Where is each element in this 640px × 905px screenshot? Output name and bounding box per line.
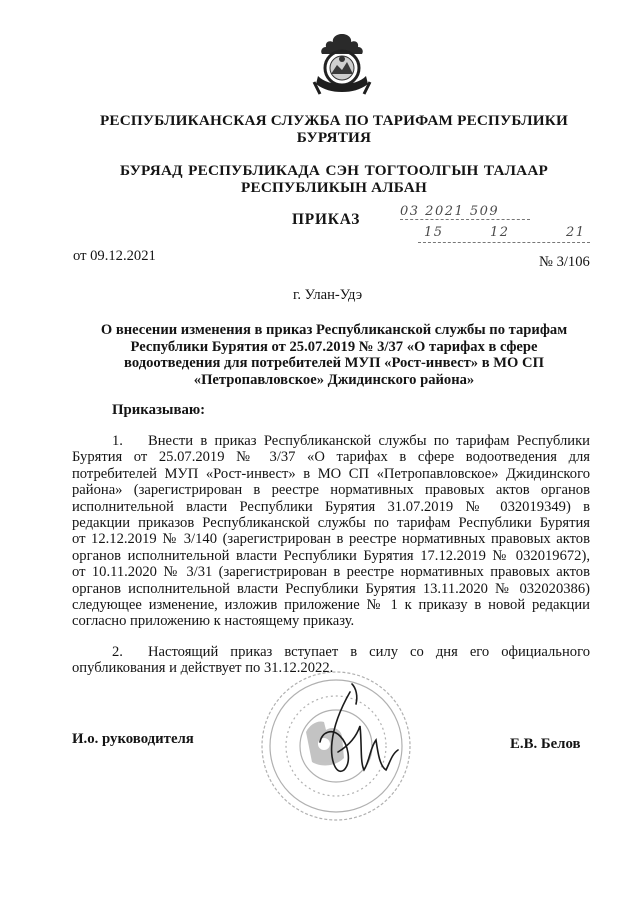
subject-line: Республики Бурятия от 25.07.2019 № 3/37 «О тарифах в сфере bbox=[130, 338, 538, 355]
document-date: от 09.12.2021 bbox=[73, 248, 156, 264]
paragraph-line: района» (зарегистрирован в реестре нормативных правовых актов органов bbox=[72, 482, 590, 499]
signatory-position: И.о. руководителя bbox=[72, 731, 194, 747]
paragraph-line bbox=[72, 644, 590, 660]
item-number: 1. bbox=[112, 433, 123, 449]
registration-code-handwritten: 03 2021 509 bbox=[400, 204, 530, 220]
registration-date-handwritten bbox=[418, 224, 590, 243]
paragraph-line: исполнительной власти Республики Бурятия 31.07.2019 № 032019349) в bbox=[72, 498, 590, 515]
paragraph-text: Внести в приказ Республиканской службы по тарифам Республики bbox=[148, 433, 590, 449]
signatory-name: Е.В. Белов bbox=[510, 736, 581, 752]
paragraph-line: потребителей МУП «Рост-инвест» в МО СП «Петропавловское» Джидинского bbox=[72, 465, 590, 482]
registration-year: 21 bbox=[566, 225, 586, 240]
org-name-ru bbox=[72, 112, 596, 146]
paragraph-line: согласно приложению к настоящему приказу. bbox=[72, 613, 355, 630]
paragraph-line: от 10.11.2020 № 3/31 (зарегистрирован в реестре нормативных правовых актов bbox=[72, 564, 590, 581]
paragraph-line: Бурятия от 25.07.2019 № 3/37 «О тарифах в сфере водоотведения для bbox=[72, 449, 590, 466]
paragraph-line: опубликования и действует по 31.12.2022. bbox=[72, 660, 334, 677]
subject-line: «Петропавловское» Джидинского района» bbox=[193, 371, 475, 388]
org-name-ru-line-1: РЕСПУБЛИКАНСКАЯ СЛУЖБА ПО ТАРИФАМ РЕСПУБЛИКИ bbox=[99, 112, 569, 129]
paragraph-line: следующее изменение, изложив приложение № 1 к приказу в новой редакции bbox=[72, 596, 590, 613]
document-number: № 3/106 bbox=[539, 254, 590, 270]
order-item-1 bbox=[72, 433, 590, 630]
coat-of-arms-icon bbox=[312, 32, 372, 96]
subject-line: водоотведения для потребителей МУП «Рост-инвест» в МО СП bbox=[124, 355, 544, 372]
document-subject bbox=[72, 322, 596, 388]
paragraph-line bbox=[72, 433, 590, 449]
org-name-bua bbox=[72, 162, 596, 196]
paragraph-text: Настоящий приказ вступает в силу со дня его официального bbox=[148, 644, 590, 660]
paragraph-line: органов исполнительной власти Республики Бурятия 13.11.2020 № 032020386) bbox=[72, 580, 590, 597]
paragraph-line: редакции приказов Республиканской службы по тарифам Республики Бурятия bbox=[72, 514, 590, 531]
signature-icon bbox=[320, 684, 398, 771]
item-number: 2. bbox=[112, 644, 123, 660]
round-seal-icon bbox=[252, 666, 422, 826]
paragraph-line: органов исполнительной власти Республики Бурятия 17.12.2019 № 032019672), bbox=[72, 547, 590, 564]
subject-line: О внесении изменения в приказ Республиканской службы по тарифам bbox=[100, 322, 568, 338]
doc-type: ПРИКАЗ bbox=[292, 211, 361, 228]
org-name-bua-line-1: БУРЯАД РЕСПУБЛИКАДА СЭН ТОГТООЛГЫН ТАЛААР bbox=[120, 162, 548, 179]
org-name-bua-line-2: РЕСПУБЛИКЫН АЛБАН bbox=[241, 179, 427, 196]
paragraph-line: от 12.12.2019 № 3/140 (зарегистрирован в реестре нормативных правовых актов bbox=[72, 531, 590, 548]
registration-month: 12 bbox=[490, 225, 510, 240]
org-name-ru-line-2: БУРЯТИЯ bbox=[296, 129, 372, 146]
order-word: Приказываю: bbox=[112, 402, 206, 418]
registration-day: 15 bbox=[424, 225, 444, 240]
document-city: г. Улан-Удэ bbox=[293, 287, 363, 303]
